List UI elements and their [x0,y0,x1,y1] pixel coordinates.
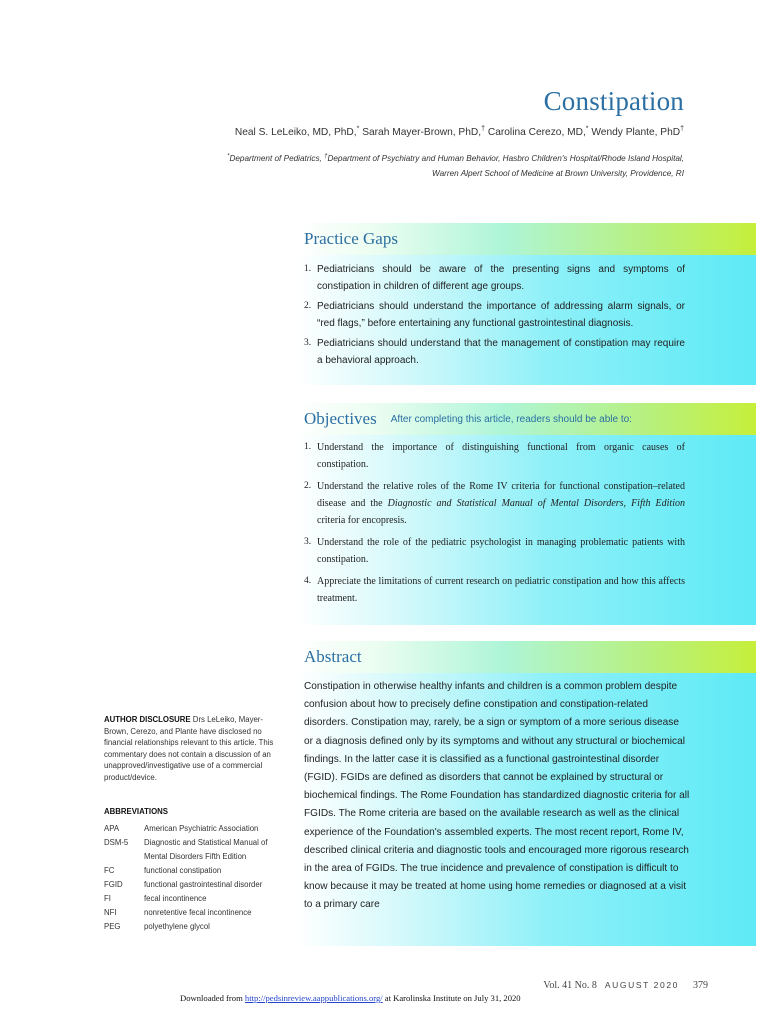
affiliation-mark: † [324,153,328,160]
objectives-heading: Objectives [304,409,377,428]
abbreviation: PEG [104,922,121,931]
item-text: Appreciate the limitations of current research on pediatric constipation and how this affects treatment. [317,576,685,604]
abbreviation-definition: Diagnostic and Statistical Manual of Mental Disorders Fifth Edition [144,838,268,861]
item-number: 4. [304,576,312,586]
affiliation-text: Department of Pediatrics, [229,154,325,163]
objectives-header [296,403,756,435]
abbreviation-row [104,878,289,892]
list-item [304,298,685,332]
affiliations [124,151,684,181]
practice-gaps-heading: Practice Gaps [304,229,398,248]
item-text: Understand the relative roles of the Rome IV criteria for functional constipation–related disease and the Diagnostic and Statistical Manual of Mental Disorders, Fifth Edition criteria for encopresis. [317,481,685,526]
abbreviation-row [104,906,289,920]
abbreviation: FGID [104,880,123,889]
item-text: Pediatricians should understand the importance of addressing alarm signals, or “red flags,” before entertaining any functional gastrointestinal diagnosis. [317,301,685,329]
abstract-box [296,641,756,946]
author-name: Neal S. LeLeiko, MD, PhD, [234,127,357,138]
abbreviation: FC [104,866,115,875]
page-number: 379 [693,980,708,991]
affiliation-mark: * [227,153,230,160]
abbreviation-row [104,822,289,836]
abbreviation: FI [104,894,111,903]
objectives-list [304,439,685,607]
article-title: Constipation [543,86,684,116]
item-number: 2. [304,301,312,311]
affiliation-mark: * [585,125,589,133]
abbreviation-row [104,864,289,878]
author-list [235,127,684,138]
affiliation-mark: † [481,125,485,133]
list-item [304,478,685,529]
objectives-subheading: After completing this article, readers should be able to: [390,413,632,425]
abbreviation-row [104,892,289,906]
abbreviation-definition: nonretentive fecal incontinence [144,908,252,917]
practice-gaps-box [296,223,756,385]
volume-info: Vol. 41 No. 8 [543,980,597,991]
abstract-heading: Abstract [304,647,362,666]
item-number: 1. [304,264,312,274]
affiliation-text: Department of Psychiatry and Human Behavior, Hasbro Children's Hospital/Rhode Island Hospital, [327,154,684,163]
abbreviation: APA [104,824,120,833]
item-number: 3. [304,537,312,547]
abstract-header [296,641,756,673]
author-name: Wendy Plante, PhD [591,127,681,138]
author-name: Sarah Mayer-Brown, PhD, [362,127,482,138]
objectives-box [296,403,756,625]
download-link[interactable]: http://pedsinreview.aappublications.org/ [244,993,383,1003]
abbreviation-definition: functional gastrointestinal disorder [144,880,263,889]
abbreviations-heading: ABBREVIATIONS [104,807,168,816]
abbreviation-row [104,836,289,864]
list-item [304,534,685,568]
download-suffix: at Karolinska Institute on July 31, 2020 [382,993,521,1003]
abbreviation-definition: American Psychiatric Association [144,824,259,833]
practice-gaps-list [304,261,685,369]
abbreviation-definition: polyethylene glycol [144,922,210,931]
item-text: Pediatricians should understand that the management of constipation may require a behavioral approach. [317,338,685,366]
download-prefix: Downloaded from [180,993,245,1003]
issue-date: AUGUST 2020 [604,980,679,990]
abbreviation-definition: functional constipation [144,866,222,875]
item-text: Understand the importance of distinguishing functional from organic causes of constipation. [317,442,685,470]
page-footer [543,980,708,991]
disclosure-label: AUTHOR DISCLOSURE [104,715,191,724]
item-number: 2. [304,481,312,491]
list-item [304,573,685,607]
abbreviation: DSM-5 [104,838,129,847]
author-disclosure [104,714,284,784]
item-text: Pediatricians should be aware of the presenting signs and symptoms of constipation in children of different age groups. [317,264,685,292]
affiliation-mark: † [680,125,684,133]
abbreviations-list [104,822,289,934]
item-number: 1. [304,442,312,452]
item-text: Understand the role of the pediatric psychologist in managing problematic patients with constipation. [317,537,685,565]
abbreviation-definition: fecal incontinence [144,894,207,903]
list-item [304,261,685,295]
practice-gaps-header [296,223,756,255]
disclosure-text: Drs LeLeiko, Mayer-Brown, Cerezo, and Plante have disclosed no financial relationships relevant to this article. This commentary does not contain a discussion of an unapproved/investigative use of a commercial product/device. [104,715,274,782]
author-name: Carolina Cerezo, MD, [487,127,586,138]
abbreviation: NFI [104,908,117,917]
abstract-text: Constipation in otherwise healthy infants and children is a common problem despite confusion about how to precisely define constipation and constipation-related disorders. Constipation may, rarely, be a sign or symptom of a more serious disease or a diagnosis defined only by its symptoms and without any structural or biochemical findings. In the latter case it is classified as a functional gastrointestinal disorder (FGID). FGIDs are defined as disorders that cannot be explained by structural or biochemical findings. The Rome Foundation has standardized diagnostic criteria for all FGIDs. The Rome criteria are based on the available research as well as the clinical experience of the Foundation's assembled experts. The most recent report, Rome IV, described clinical criteria and diagnostic tools and encouraged more rigorous research in the area of FGIDs. The true incidence and prevalence of constipation is difficult to know because it may be treated at home using home remedies or diagnosed at a visit to a primary care [304,681,690,911]
affiliation-mark: * [356,125,360,133]
abbreviation-row [104,920,289,934]
item-number: 3. [304,338,312,348]
affiliation-text: Warren Alpert School of Medicine at Brown University, Providence, RI [432,169,684,178]
list-item [304,335,685,369]
list-item [304,439,685,473]
download-notice [180,993,521,1003]
